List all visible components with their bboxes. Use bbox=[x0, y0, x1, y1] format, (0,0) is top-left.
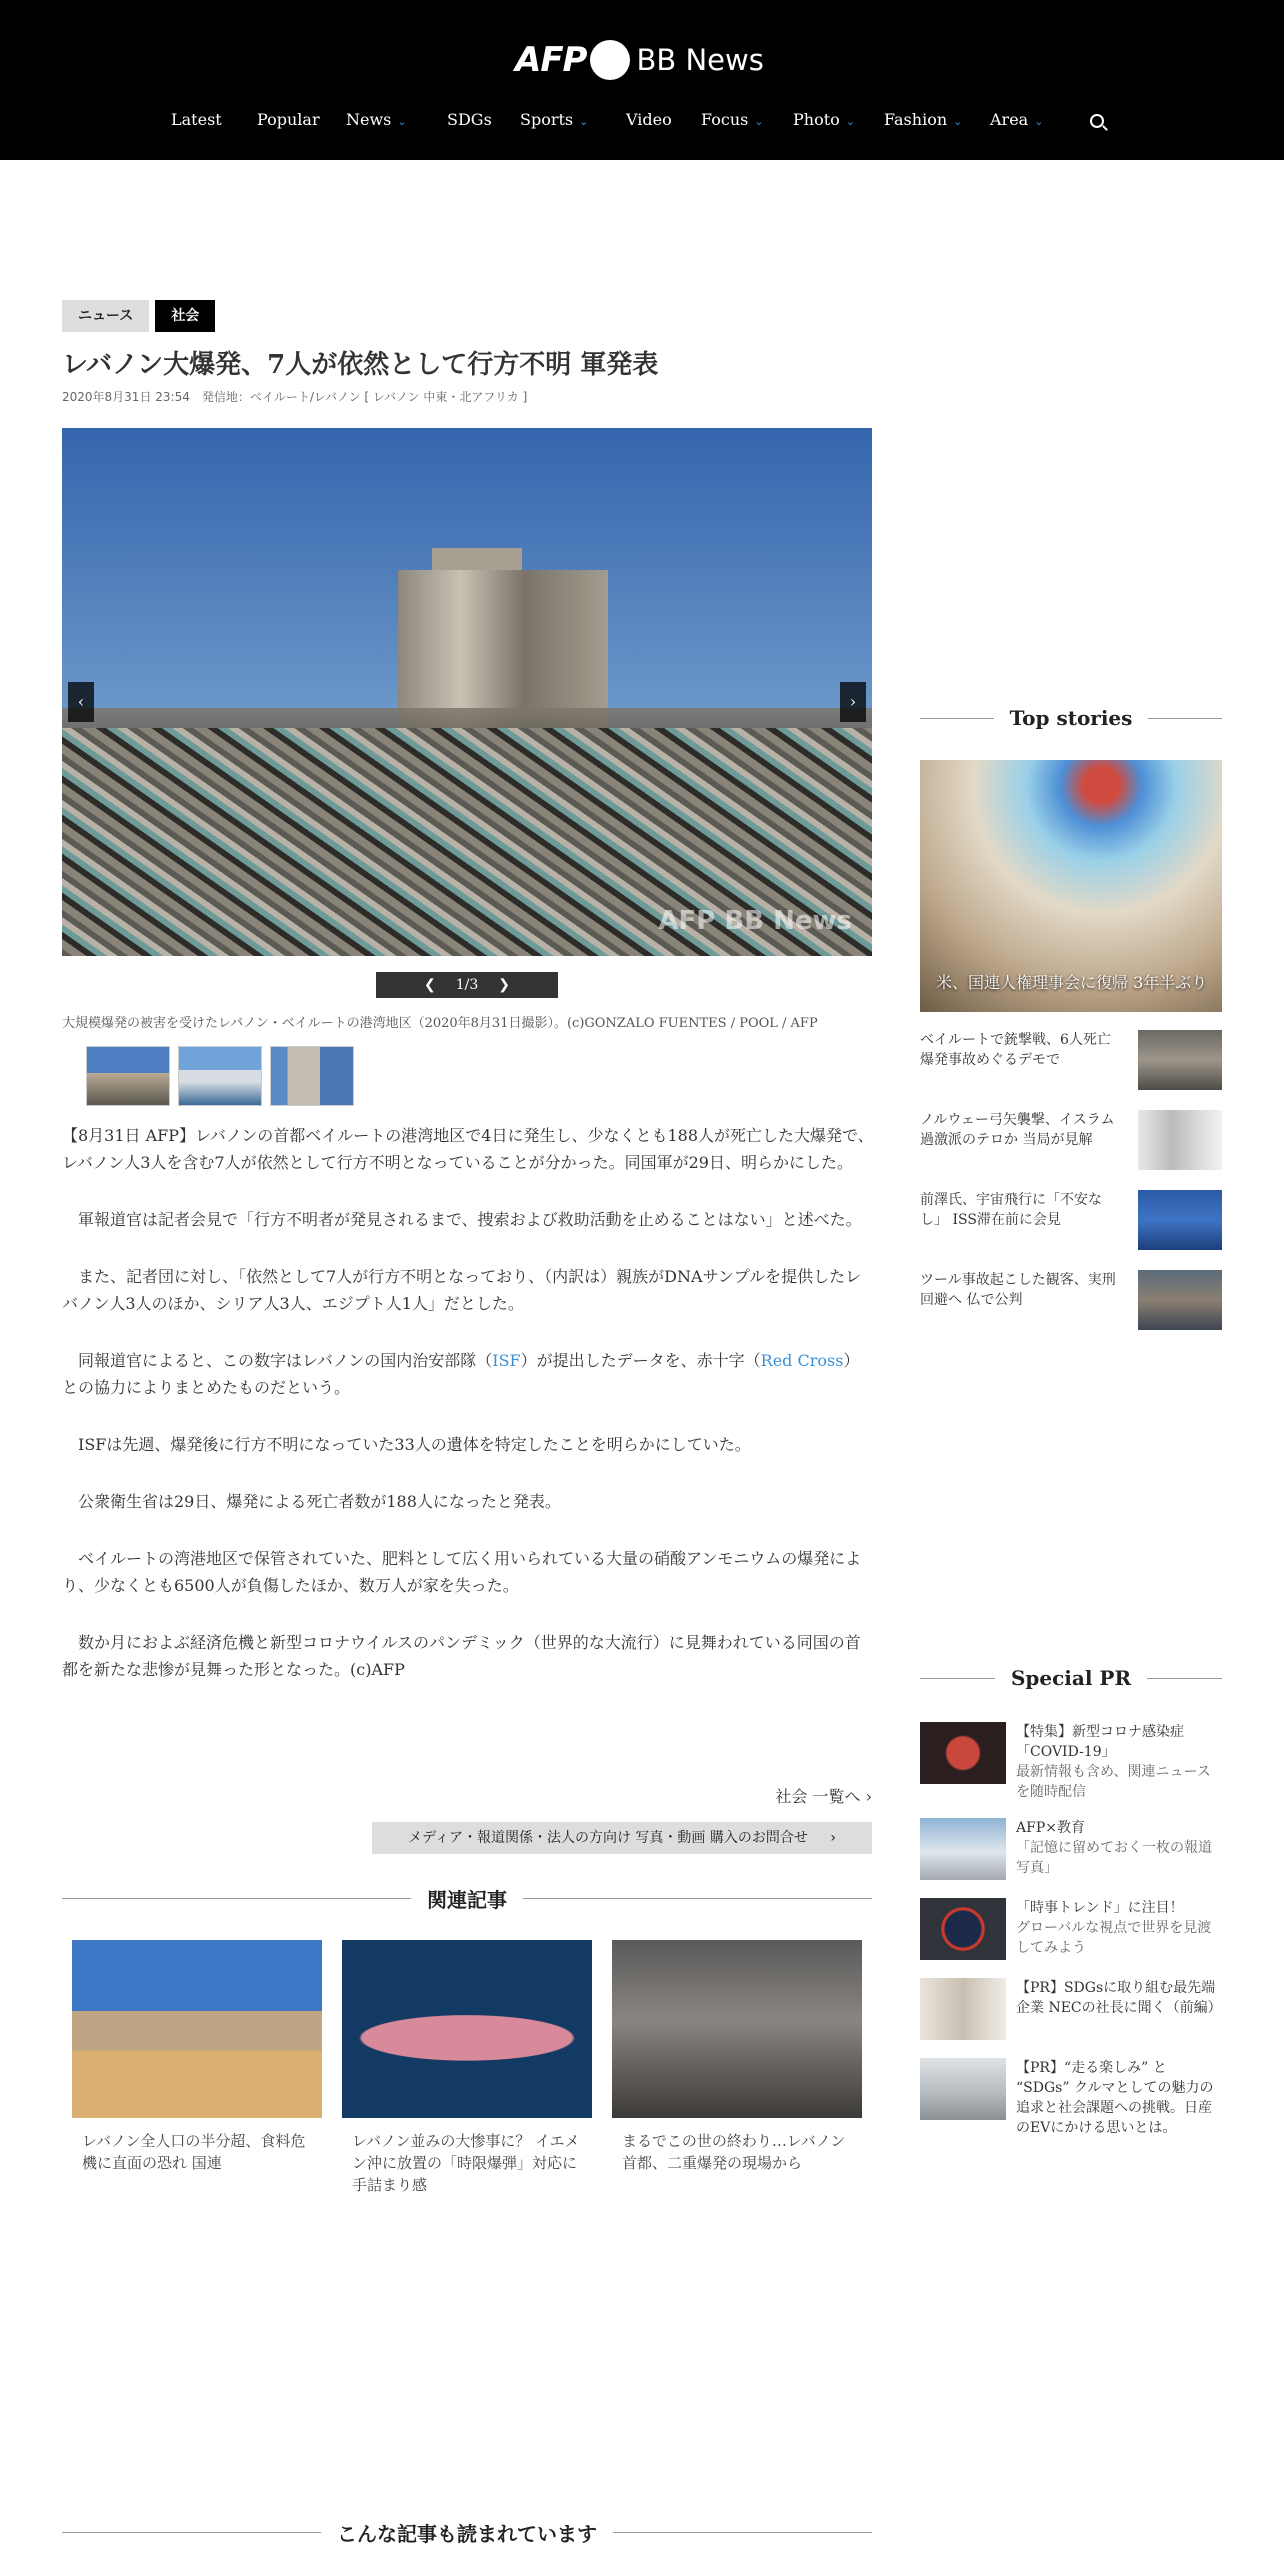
pr-item[interactable] bbox=[920, 1898, 1222, 1968]
pr-title: 【PR】SDGsに取り組む最先端企業 NECの社長に聞く（前編） bbox=[1016, 1980, 1222, 2016]
photo-pager bbox=[376, 972, 558, 998]
special-pr-heading bbox=[920, 1666, 1222, 1690]
nav-label: SDGs bbox=[447, 110, 492, 129]
divider bbox=[1148, 718, 1222, 719]
chevron-down-icon: ⌄ bbox=[953, 115, 963, 128]
top-stories-label: Top stories bbox=[1009, 706, 1133, 730]
site-logo[interactable] bbox=[515, 36, 764, 84]
logo-afp-text: AFP bbox=[515, 40, 587, 80]
isf-link[interactable]: ISF bbox=[492, 1351, 521, 1370]
story-thumb bbox=[1138, 1270, 1222, 1330]
chevron-down-icon: ⌄ bbox=[1034, 115, 1044, 128]
related-item[interactable] bbox=[72, 1940, 322, 2174]
top-story-hero[interactable] bbox=[920, 760, 1222, 1012]
top-story-item[interactable] bbox=[920, 1270, 1222, 1334]
also-read-label: こんな記事も読まれています bbox=[337, 2521, 597, 2546]
related-image bbox=[342, 1940, 592, 2118]
nav-popular[interactable] bbox=[257, 110, 320, 129]
text: 同報道官によると、この数字はレバノンの国内治安部隊（ bbox=[62, 1351, 493, 1370]
nav-focus[interactable] bbox=[701, 110, 764, 129]
story-title: ベイルートで銃撃戦、6人死亡 爆発事故めぐるデモで bbox=[920, 1032, 1111, 1068]
story-title: 前澤氏、宇宙飛行に「不安なし」 ISS滞在前に会見 bbox=[920, 1192, 1102, 1228]
media-contact-button[interactable] bbox=[372, 1822, 872, 1854]
nav-label: News bbox=[346, 110, 392, 129]
nav-label: Area bbox=[990, 110, 1029, 129]
contact-label: メディア・報道関係・法人の方向け 写真・動画 購入のお問合せ bbox=[408, 1830, 808, 1846]
top-story-item[interactable] bbox=[920, 1110, 1222, 1174]
article-photo[interactable] bbox=[62, 428, 872, 956]
special-pr-label: Special PR bbox=[1010, 1666, 1132, 1690]
related-item[interactable] bbox=[342, 1940, 592, 2196]
article-tags bbox=[62, 300, 215, 332]
pager-prev-icon[interactable]: ❮ bbox=[424, 977, 436, 993]
divider bbox=[62, 2532, 321, 2533]
main-nav bbox=[0, 110, 1284, 138]
tag-society[interactable]: 社会 bbox=[155, 300, 215, 332]
tag-news[interactable]: ニュース bbox=[62, 300, 149, 332]
article-body bbox=[62, 1122, 874, 1713]
story-thumb bbox=[1138, 1110, 1222, 1170]
top-story-item[interactable] bbox=[920, 1030, 1222, 1094]
related-title: レバノン全人口の半分超、食料危機に直面の恐れ 国連 bbox=[82, 2132, 306, 2172]
paragraph bbox=[62, 1347, 874, 1401]
nav-photo[interactable] bbox=[793, 110, 855, 129]
photo-thumb-2[interactable] bbox=[178, 1046, 262, 1106]
pr-item[interactable] bbox=[920, 1818, 1222, 1888]
nav-label: Sports bbox=[520, 110, 574, 129]
pager-count: 1/3 bbox=[455, 977, 479, 993]
pr-sub: 最新情報も含め、関連ニュースを随時配信 bbox=[1016, 1764, 1211, 1800]
top-stories-heading bbox=[920, 706, 1222, 730]
article-title: レバノン大爆発、7人が依然として行方不明 軍発表 bbox=[62, 350, 659, 380]
nav-video[interactable] bbox=[626, 110, 672, 129]
pr-title: 【特集】新型コロナ感染症「COVID-19」 bbox=[1016, 1724, 1184, 1760]
pr-thumb bbox=[920, 1898, 1006, 1960]
nav-label: Video bbox=[626, 110, 672, 129]
article-meta: 2020年8月31日 23:54 発信地：ベイルート/レバノン [ レバノン 中東・北アフリカ ] bbox=[62, 390, 528, 404]
pr-sub: 「記憶に留めておく一枚の報道写真」 bbox=[1016, 1840, 1212, 1876]
nav-label: Focus bbox=[701, 110, 749, 129]
related-image bbox=[612, 1940, 862, 2118]
photo-caption: 大規模爆発の被害を受けたレバノン・ベイルートの港湾地区（2020年8月31日撮影）。(c)GONZALO FUENTES / POOL / AFP bbox=[62, 1016, 818, 1031]
story-thumb bbox=[1138, 1030, 1222, 1090]
divider bbox=[920, 1678, 995, 1679]
pr-thumb bbox=[920, 1978, 1006, 2040]
red-cross-link[interactable]: Red Cross bbox=[760, 1351, 844, 1370]
chevron-down-icon: ⌄ bbox=[397, 115, 407, 128]
chevron-down-icon: ⌄ bbox=[845, 115, 855, 128]
divider bbox=[613, 2532, 872, 2533]
pr-title: AFP×教育 bbox=[1016, 1820, 1085, 1836]
top-story-item[interactable] bbox=[920, 1190, 1222, 1254]
pr-item[interactable] bbox=[920, 1722, 1222, 1800]
category-list-link[interactable] bbox=[775, 1784, 872, 1807]
divider bbox=[523, 1898, 872, 1899]
more-label: 社会 一覧へ bbox=[775, 1787, 861, 1806]
nav-news[interactable] bbox=[346, 110, 407, 129]
photo-thumb-3[interactable] bbox=[270, 1046, 354, 1106]
photo-thumb-1[interactable] bbox=[86, 1046, 170, 1106]
logo-bbnews-text: BB News bbox=[636, 43, 764, 77]
divider bbox=[920, 718, 994, 719]
pr-thumb bbox=[920, 1818, 1006, 1880]
pr-title: 【PR】“走る楽しみ” と “SDGs” クルマとしての魅力の追求と社会課題への挑戦。日産のEVにかける思いとは。 bbox=[1016, 2060, 1214, 2136]
pr-thumb bbox=[920, 2058, 1006, 2120]
search-icon[interactable] bbox=[1090, 114, 1104, 128]
nav-label: Fashion bbox=[884, 110, 948, 129]
pr-thumb bbox=[920, 1722, 1006, 1784]
story-title: ノルウェー弓矢襲撃、イスラム過激派のテロか 当局が見解 bbox=[920, 1112, 1115, 1148]
related-heading-label: 関連記事 bbox=[427, 1887, 507, 1912]
divider bbox=[62, 1898, 411, 1899]
related-title: まるでこの世の終わり…レバノン首都、二重爆発の現場から bbox=[622, 2132, 846, 2172]
paragraph: また、記者団に対し、「依然として7人が行方不明となっており、（内訳は）親族がDNAサンプルを提供したレバノン人3人のほか、シリア人3人、エジプト人1人」だとした。 bbox=[62, 1267, 862, 1313]
pager-next-icon[interactable]: ❯ bbox=[498, 977, 510, 993]
hero-caption: 米、国連人権理事会に復帰 3年半ぶり bbox=[936, 973, 1208, 992]
paragraph: 【8月31日 AFP】レバノンの首都ベイルートの港湾地区で4日に発生し、少なくとも188人が死亡した大爆発で、レバノン人3人を含む7人が依然として行方不明となっていることが分かった。同国軍が29日、明らかにした。 bbox=[62, 1126, 874, 1172]
text: ）との協力によりまとめたものだという。 bbox=[62, 1351, 860, 1397]
logo-circle-icon bbox=[590, 40, 630, 80]
nav-fashion[interactable] bbox=[884, 110, 962, 129]
nav-latest[interactable] bbox=[171, 110, 222, 129]
pr-sub: グローバルな視点で世界を見渡してみよう bbox=[1016, 1920, 1212, 1956]
photo-watermark: AFP BB News bbox=[658, 906, 852, 936]
text: ）が提出したデータを、赤十字（ bbox=[520, 1351, 761, 1370]
photo-thumbnails bbox=[86, 1046, 354, 1106]
related-image bbox=[72, 1940, 322, 2118]
nav-label: Latest bbox=[171, 110, 222, 129]
pr-item[interactable] bbox=[920, 2058, 1222, 2136]
chevron-down-icon: ⌄ bbox=[754, 115, 764, 128]
nav-label: Photo bbox=[793, 110, 840, 129]
story-title: ツール事故起こした観客、実刑回避へ 仏で公判 bbox=[920, 1272, 1116, 1308]
paragraph: ベイルートの湾港地区で保管されていた、肥料として広く用いられている大量の硝酸アンモニウムの爆発により、少なくとも6500人が負傷したほか、数万人が家を失った。 bbox=[62, 1549, 862, 1595]
site-header bbox=[0, 0, 1284, 160]
divider bbox=[1147, 1678, 1222, 1679]
photo-next-button[interactable]: › bbox=[840, 682, 866, 722]
chevron-right-icon: › bbox=[830, 1830, 836, 1846]
pr-title: 「時事トレンド」に注目！ bbox=[1016, 1900, 1184, 1916]
related-item[interactable] bbox=[612, 1940, 862, 2174]
nav-sdgs[interactable] bbox=[447, 110, 492, 129]
paragraph: 公衆衛生省は29日、爆発による死亡者数が188人になったと発表。 bbox=[62, 1492, 561, 1511]
paragraph: 軍報道官は記者会見で「行方不明者が発見されるまで、捜索および救助活動を止めることはない」と述べた。 bbox=[62, 1210, 862, 1229]
nav-area[interactable] bbox=[990, 110, 1043, 129]
pr-item[interactable] bbox=[920, 1978, 1222, 2048]
story-thumb bbox=[1138, 1190, 1222, 1250]
photo-prev-button[interactable]: ‹ bbox=[68, 682, 94, 722]
chevron-down-icon: ⌄ bbox=[579, 115, 589, 128]
nav-sports[interactable] bbox=[520, 110, 588, 129]
nav-label: Popular bbox=[257, 110, 320, 129]
also-read-heading bbox=[62, 2520, 872, 2544]
paragraph: ISFは先週、爆発後に行方不明になっていた33人の遺体を特定したことを明らかにしていた。 bbox=[62, 1435, 751, 1454]
chevron-right-icon: › bbox=[865, 1787, 872, 1806]
paragraph: 数か月におよぶ経済危機と新型コロナウイルスのパンデミック（世界的な大流行）に見舞われている同国の首都を新たな悲惨が見舞った形となった。(c)AFP bbox=[62, 1633, 861, 1679]
related-heading bbox=[62, 1886, 872, 1910]
related-title: レバノン並みの大惨事に？ イエメン沖に放置の「時限爆弾」対応に手詰まり感 bbox=[352, 2132, 580, 2194]
